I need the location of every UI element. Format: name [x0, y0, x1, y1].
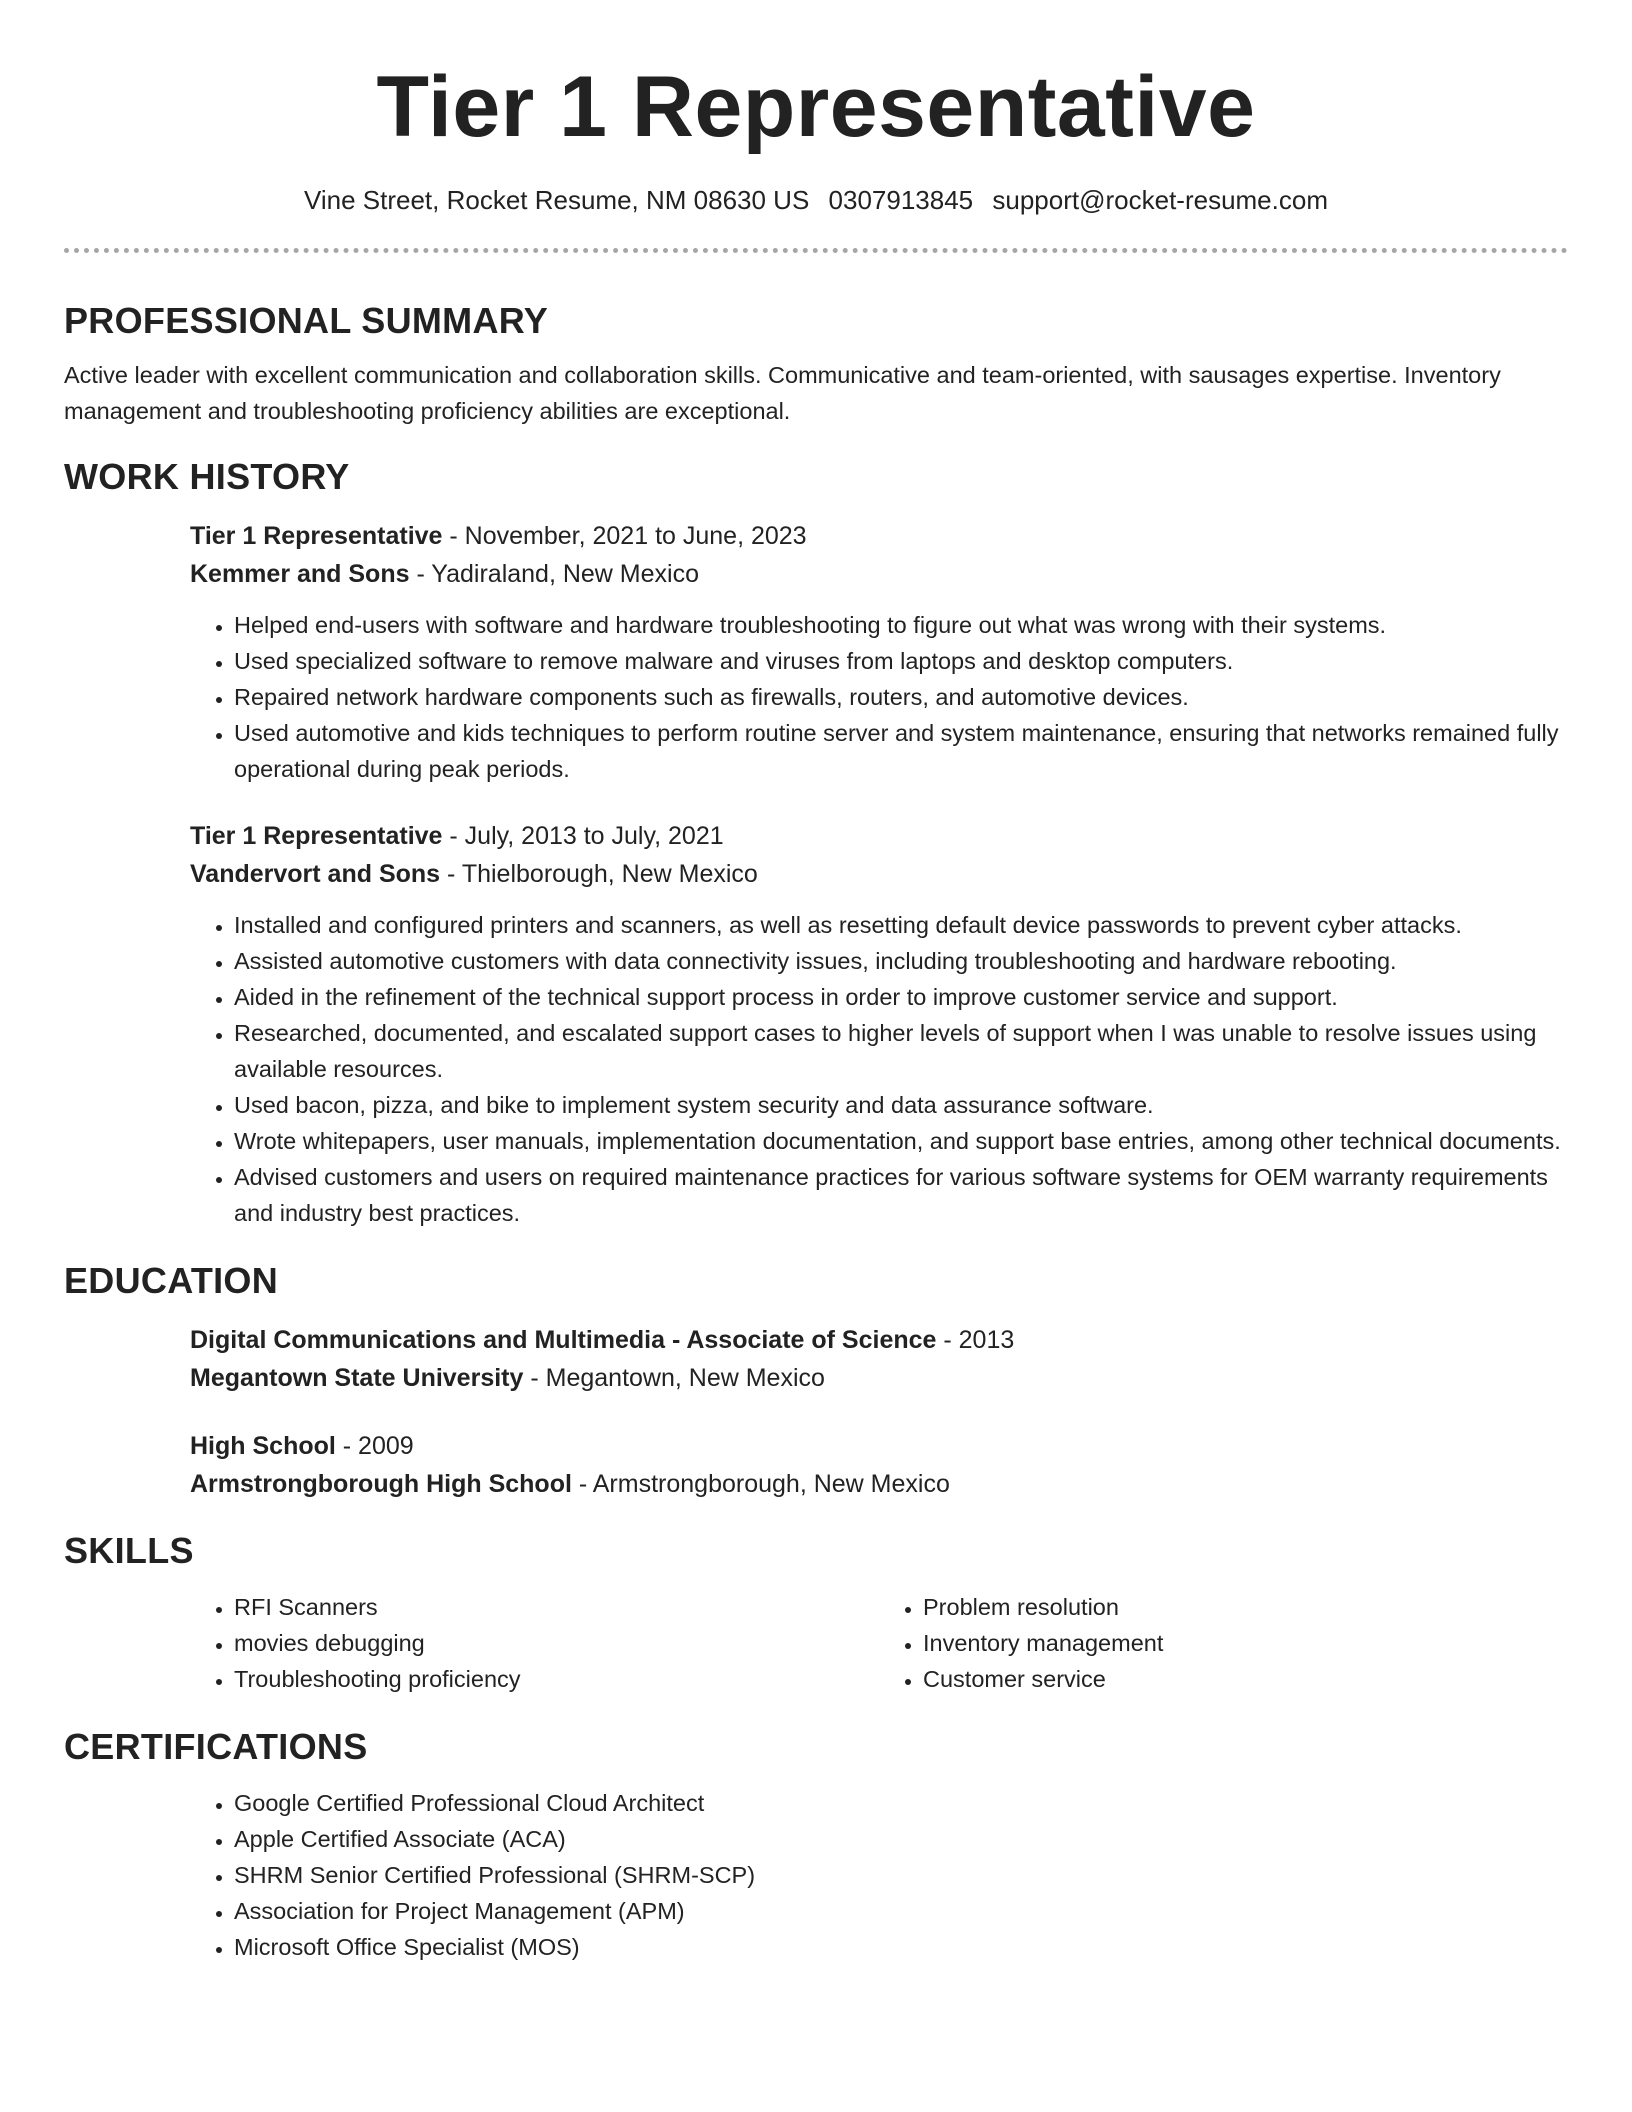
skill-item: • movies debugging: [234, 1625, 879, 1661]
education-year: - 2013: [936, 1326, 1015, 1354]
education-entry: [190, 1427, 1568, 1503]
job-bullet: • Wrote whitepapers, user manuals, implementation documentation, and support base entries, among other technical documents.: [234, 1123, 1568, 1159]
job-entry: [190, 817, 1568, 1231]
education-year: - 2009: [335, 1432, 414, 1460]
job-entry: [190, 517, 1568, 787]
work-history-heading: WORK HISTORY: [64, 456, 350, 497]
certifications-block: [190, 1785, 1568, 1965]
job-bullet: • Repaired network hardware components such as firewalls, routers, and automotive devices.: [234, 679, 1568, 715]
job-bullet: • Installed and configured printers and scanners, as well as resetting default device passwords to prevent cyber attacks.: [234, 907, 1568, 943]
skills-list-left: [190, 1589, 879, 1697]
contact-phone: 0307913845: [828, 185, 974, 215]
skills-grid: [190, 1589, 1568, 1697]
skill-item: • RFI Scanners: [234, 1589, 879, 1625]
job-bullets: [190, 907, 1568, 1231]
job-company-line: [190, 855, 1568, 893]
contact-line: [64, 182, 1568, 218]
education-entry: [190, 1321, 1568, 1397]
job-bullet: • Researched, documented, and escalated support cases to higher levels of support when I was unable to resolve issues using available resources.: [234, 1015, 1568, 1087]
job-title-line: [190, 817, 1568, 855]
job-bullet: • Used specialized software to remove malware and viruses from laptops and desktop computers.: [234, 643, 1568, 679]
certification-item: • Microsoft Office Specialist (MOS): [234, 1929, 1568, 1965]
header-divider: [64, 248, 1568, 253]
job-dates: - July, 2013 to July, 2021: [442, 822, 724, 850]
job-role: Tier 1 Representative: [190, 522, 443, 550]
skills-list-right: [879, 1589, 1568, 1697]
education-location: - Armstrongborough, New Mexico: [571, 1470, 950, 1498]
job-bullet: • Used automotive and kids techniques to perform routine server and system maintenance, ensuring that networks remained fully operational during peak periods.: [234, 715, 1568, 787]
certification-item: • Apple Certified Associate (ACA): [234, 1821, 1568, 1857]
resume-name: Tier 1 Representative: [376, 59, 1256, 155]
education-degree-line: [190, 1321, 1568, 1359]
job-company: Vandervort and Sons: [190, 860, 441, 888]
job-company: Kemmer and Sons: [190, 560, 410, 588]
education-school-line: [190, 1359, 1568, 1397]
skills-heading: SKILLS: [64, 1530, 194, 1571]
summary-heading: PROFESSIONAL SUMMARY: [64, 300, 549, 341]
summary-text: Active leader with excellent communication and collaboration skills. Communicative and team-oriented, with sausages expertise. Inventory management and troubleshooting proficiency abilities are exceptional.: [64, 362, 1501, 424]
job-bullet: • Advised customers and users on required maintenance practices for various software systems for OEM warranty requirements and industry best practices.: [234, 1159, 1568, 1231]
education-school: Armstrongborough High School: [190, 1470, 572, 1498]
contact-email: support@rocket-resume.com: [992, 185, 1328, 215]
job-title-line: [190, 517, 1568, 555]
skill-item: • Customer service: [923, 1661, 1568, 1697]
certification-item: • Google Certified Professional Cloud Architect: [234, 1785, 1568, 1821]
education-school: Megantown State University: [190, 1364, 524, 1392]
certifications-list: [190, 1785, 1568, 1965]
job-role: Tier 1 Representative: [190, 822, 443, 850]
certification-item: • Association for Project Management (APM): [234, 1893, 1568, 1929]
education-degree: High School: [190, 1432, 336, 1460]
job-location: - Thielborough, New Mexico: [440, 860, 758, 888]
skill-item: • Troubleshooting proficiency: [234, 1661, 879, 1697]
job-bullets: [190, 607, 1568, 787]
skill-item: • Inventory management: [923, 1625, 1568, 1661]
job-bullet: • Assisted automotive customers with data connectivity issues, including troubleshooting and hardware rebooting.: [234, 943, 1568, 979]
job-bullet: • Helped end-users with software and hardware troubleshooting to figure out what was wrong with their systems.: [234, 607, 1568, 643]
education-school-line: [190, 1465, 1568, 1503]
education-degree: Digital Communications and Multimedia - Associate of Science: [190, 1326, 937, 1354]
job-dates: - November, 2021 to June, 2023: [442, 522, 807, 550]
education-degree-line: [190, 1427, 1568, 1465]
job-company-line: [190, 555, 1568, 593]
job-bullet: • Used bacon, pizza, and bike to implement system security and data assurance software.: [234, 1087, 1568, 1123]
certifications-heading: CERTIFICATIONS: [64, 1726, 368, 1767]
education-location: - Megantown, New Mexico: [523, 1364, 825, 1392]
job-bullet: • Aided in the refinement of the technical support process in order to improve customer service and support.: [234, 979, 1568, 1015]
skill-item: • Problem resolution: [923, 1589, 1568, 1625]
education-heading: EDUCATION: [64, 1260, 279, 1301]
certification-item: • SHRM Senior Certified Professional (SHRM-SCP): [234, 1857, 1568, 1893]
contact-address: Vine Street, Rocket Resume, NM 08630 US: [303, 185, 810, 215]
job-location: - Yadiraland, New Mexico: [409, 560, 699, 588]
